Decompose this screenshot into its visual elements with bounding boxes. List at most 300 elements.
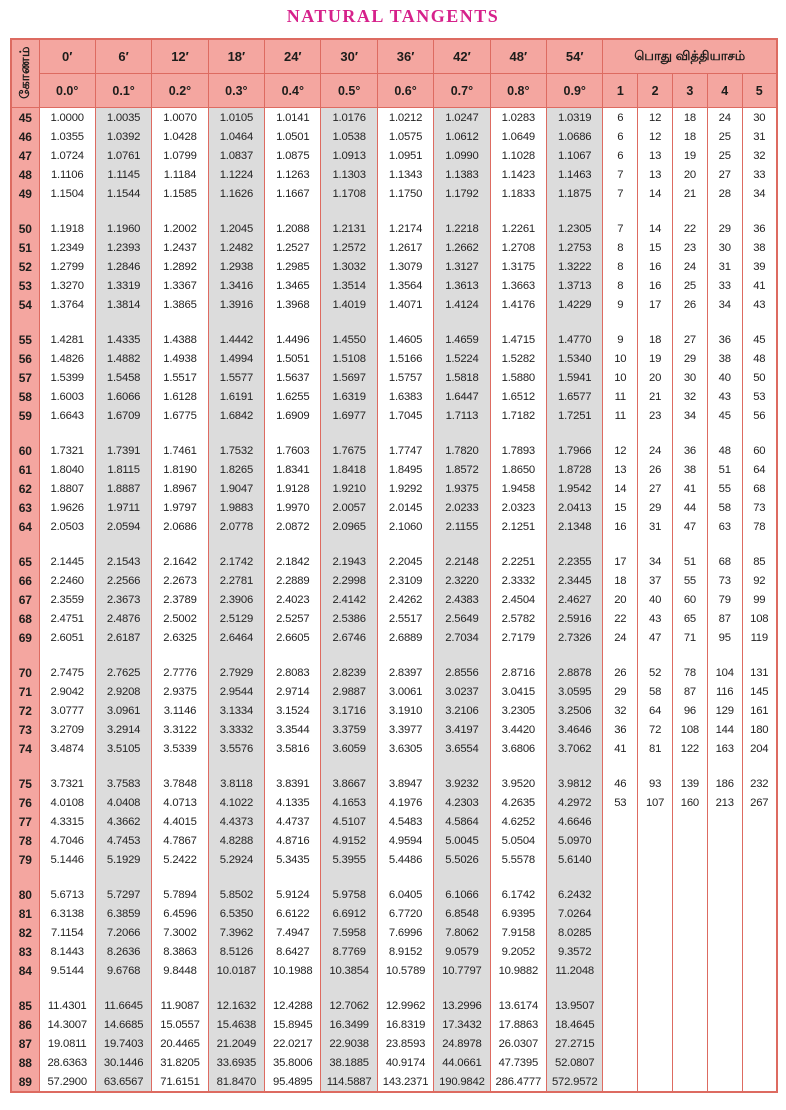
tangent-value-cell: 4.9594 bbox=[377, 831, 433, 850]
tangent-value-cell: 3.8667 bbox=[321, 774, 377, 793]
tangent-value-cell: 10.1988 bbox=[265, 961, 321, 980]
table-header bbox=[11, 39, 777, 108]
tangent-value-cell: 57.2900 bbox=[39, 1072, 95, 1092]
tangent-value-cell: 2.1445 bbox=[39, 552, 95, 571]
table-row bbox=[11, 552, 777, 571]
tangent-value-cell: 5.5578 bbox=[490, 850, 546, 869]
spacer-cell bbox=[490, 980, 546, 996]
spacer-cell bbox=[377, 314, 433, 330]
mean-difference-cell bbox=[603, 961, 638, 980]
mean-difference-cell bbox=[603, 850, 638, 869]
mean-difference-cell: 27 bbox=[707, 165, 742, 184]
mean-difference-cell: 28 bbox=[707, 184, 742, 203]
mean-difference-cell: 52 bbox=[638, 663, 673, 682]
table-row bbox=[11, 701, 777, 720]
spacer-cell bbox=[265, 314, 321, 330]
table-row bbox=[11, 663, 777, 682]
angle-cell: 46 bbox=[11, 127, 39, 146]
tangent-value-cell: 1.7603 bbox=[265, 441, 321, 460]
spacer-cell bbox=[265, 425, 321, 441]
tangent-value-cell: 7.8062 bbox=[434, 923, 490, 942]
tangent-value-cell: 95.4895 bbox=[265, 1072, 321, 1092]
tangent-value-cell: 2.0233 bbox=[434, 498, 490, 517]
tangent-value-cell: 1.3222 bbox=[547, 257, 603, 276]
tangent-value-cell: 3.8947 bbox=[377, 774, 433, 793]
tangent-value-cell: 4.4737 bbox=[265, 812, 321, 831]
tangent-value-cell: 6.3138 bbox=[39, 904, 95, 923]
tangent-value-cell: 1.9210 bbox=[321, 479, 377, 498]
spacer-cell bbox=[603, 203, 638, 219]
mean-difference-cell: 46 bbox=[603, 774, 638, 793]
tangent-value-cell: 8.1443 bbox=[39, 942, 95, 961]
mean-difference-cell: 14 bbox=[638, 219, 673, 238]
tangent-value-cell: 4.6252 bbox=[490, 812, 546, 831]
tangent-value-cell: 6.4596 bbox=[152, 904, 208, 923]
tangent-value-cell: 11.4301 bbox=[39, 996, 95, 1015]
mean-difference-cell: 18 bbox=[673, 127, 708, 146]
spacer-cell bbox=[673, 758, 708, 774]
tangent-value-cell: 16.8319 bbox=[377, 1015, 433, 1034]
angle-cell: 48 bbox=[11, 165, 39, 184]
angle-cell: 54 bbox=[11, 295, 39, 314]
tangent-value-cell: 2.5386 bbox=[321, 609, 377, 628]
tangent-value-cell: 2.8239 bbox=[321, 663, 377, 682]
spacer-cell bbox=[490, 536, 546, 552]
tangent-value-cell: 8.5126 bbox=[208, 942, 264, 961]
spacer-cell bbox=[603, 869, 638, 885]
tangent-value-cell: 2.7776 bbox=[152, 663, 208, 682]
tangent-value-cell: 2.8397 bbox=[377, 663, 433, 682]
table-row bbox=[11, 295, 777, 314]
tangent-value-cell: 1.9292 bbox=[377, 479, 433, 498]
tangent-value-cell: 2.8878 bbox=[547, 663, 603, 682]
tangent-value-cell: 2.4876 bbox=[95, 609, 151, 628]
tangent-value-cell: 1.9128 bbox=[265, 479, 321, 498]
tangent-value-cell: 1.4388 bbox=[152, 330, 208, 349]
mean-difference-cell: 163 bbox=[707, 739, 742, 758]
tangent-value-cell: 11.9087 bbox=[152, 996, 208, 1015]
tangent-value-cell: 1.4176 bbox=[490, 295, 546, 314]
spacer-cell bbox=[11, 758, 39, 774]
mean-difference-cell bbox=[673, 885, 708, 904]
spacer-cell bbox=[39, 869, 95, 885]
diff-column-header: 3 bbox=[673, 74, 708, 108]
tangent-value-cell: 1.0392 bbox=[95, 127, 151, 146]
tangent-value-cell: 1.5224 bbox=[434, 349, 490, 368]
tangent-value-cell: 1.8190 bbox=[152, 460, 208, 479]
tangent-value-cell: 1.8572 bbox=[434, 460, 490, 479]
mean-difference-cell bbox=[638, 885, 673, 904]
degrees-header: 0.7° bbox=[434, 74, 490, 108]
spacer-cell bbox=[11, 647, 39, 663]
mean-difference-cell bbox=[742, 923, 777, 942]
table-row bbox=[11, 165, 777, 184]
mean-difference-cell bbox=[638, 961, 673, 980]
mean-difference-cell: 32 bbox=[742, 146, 777, 165]
mean-difference-cell: 73 bbox=[707, 571, 742, 590]
mean-difference-cell: 34 bbox=[673, 406, 708, 425]
spacer-cell bbox=[95, 536, 151, 552]
degrees-header: 0.3° bbox=[208, 74, 264, 108]
tangent-value-cell: 1.9711 bbox=[95, 498, 151, 517]
table-row bbox=[11, 184, 777, 203]
mean-difference-cell: 36 bbox=[673, 441, 708, 460]
mean-difference-cell: 92 bbox=[742, 571, 777, 590]
tangent-value-cell: 6.0405 bbox=[377, 885, 433, 904]
minutes-header: 0′ bbox=[39, 39, 95, 74]
mean-difference-cell bbox=[707, 1034, 742, 1053]
tangent-value-cell: 2.6187 bbox=[95, 628, 151, 647]
mean-difference-cell: 116 bbox=[707, 682, 742, 701]
tangent-value-cell: 1.9047 bbox=[208, 479, 264, 498]
tangent-value-cell: 1.8650 bbox=[490, 460, 546, 479]
tangent-value-cell: 5.6713 bbox=[39, 885, 95, 904]
spacer-cell bbox=[152, 425, 208, 441]
tangent-value-cell: 1.6577 bbox=[547, 387, 603, 406]
spacer-cell bbox=[377, 980, 433, 996]
spacer-cell bbox=[434, 536, 490, 552]
table-row bbox=[11, 257, 777, 276]
table-row bbox=[11, 1053, 777, 1072]
mean-difference-cell: 78 bbox=[673, 663, 708, 682]
mean-difference-cell: 48 bbox=[707, 441, 742, 460]
tangent-value-cell: 1.6842 bbox=[208, 406, 264, 425]
mean-difference-cell bbox=[638, 942, 673, 961]
mean-difference-cell: 107 bbox=[638, 793, 673, 812]
tangent-value-cell: 2.3220 bbox=[434, 571, 490, 590]
spacer-cell bbox=[742, 536, 777, 552]
tangent-value-cell: 1.3865 bbox=[152, 295, 208, 314]
tangent-value-cell: 1.0464 bbox=[208, 127, 264, 146]
tangent-value-cell: 1.4229 bbox=[547, 295, 603, 314]
tangent-value-cell: 1.8807 bbox=[39, 479, 95, 498]
tangent-value-cell: 1.4715 bbox=[490, 330, 546, 349]
tangent-value-cell: 1.1792 bbox=[434, 184, 490, 203]
mean-difference-cell: 73 bbox=[742, 498, 777, 517]
mean-difference-cell: 93 bbox=[638, 774, 673, 793]
spacer-cell bbox=[742, 647, 777, 663]
spacer-cell bbox=[673, 536, 708, 552]
mean-difference-cell: 24 bbox=[707, 108, 742, 128]
tangent-value-cell: 1.3079 bbox=[377, 257, 433, 276]
tangent-value-cell: 2.5517 bbox=[377, 609, 433, 628]
tangent-value-cell: 2.0145 bbox=[377, 498, 433, 517]
mean-difference-cell: 24 bbox=[673, 257, 708, 276]
tangent-value-cell: 5.5026 bbox=[434, 850, 490, 869]
mean-difference-cell bbox=[603, 1072, 638, 1092]
table-row bbox=[11, 1072, 777, 1092]
mean-difference-cell: 232 bbox=[742, 774, 777, 793]
tangent-value-cell: 1.6066 bbox=[95, 387, 151, 406]
mean-difference-cell bbox=[673, 831, 708, 850]
tangent-value-cell: 40.9174 bbox=[377, 1053, 433, 1072]
tangent-value-cell: 2.2673 bbox=[152, 571, 208, 590]
tangent-value-cell: 2.1842 bbox=[265, 552, 321, 571]
spacer-cell bbox=[742, 758, 777, 774]
tangent-value-cell: 1.1423 bbox=[490, 165, 546, 184]
table-row bbox=[11, 793, 777, 812]
tangent-value-cell: 7.6996 bbox=[377, 923, 433, 942]
mean-difference-cell bbox=[603, 904, 638, 923]
angle-cell: 84 bbox=[11, 961, 39, 980]
angle-cell: 85 bbox=[11, 996, 39, 1015]
mean-difference-cell: 15 bbox=[603, 498, 638, 517]
spacer-cell bbox=[39, 425, 95, 441]
tangent-value-cell: 1.0612 bbox=[434, 127, 490, 146]
tangent-value-cell: 14.6685 bbox=[95, 1015, 151, 1034]
tangent-value-cell: 3.6806 bbox=[490, 739, 546, 758]
mean-difference-cell: 186 bbox=[707, 774, 742, 793]
mean-difference-cell bbox=[742, 1053, 777, 1072]
spacer-cell bbox=[95, 647, 151, 663]
diff-column-header: 2 bbox=[638, 74, 673, 108]
tangent-value-cell: 2.4023 bbox=[265, 590, 321, 609]
tangent-value-cell: 2.0503 bbox=[39, 517, 95, 536]
spacer-cell bbox=[547, 203, 603, 219]
tangent-value-cell: 1.1918 bbox=[39, 219, 95, 238]
tangent-value-cell: 2.1251 bbox=[490, 517, 546, 536]
spacer-cell bbox=[547, 869, 603, 885]
tangent-value-cell: 2.1742 bbox=[208, 552, 264, 571]
spacer-cell bbox=[434, 425, 490, 441]
table-row bbox=[11, 923, 777, 942]
tangent-value-cell: 1.3319 bbox=[95, 276, 151, 295]
tangent-value-cell: 2.8716 bbox=[490, 663, 546, 682]
tangent-value-cell: 6.3859 bbox=[95, 904, 151, 923]
mean-difference-cell bbox=[673, 996, 708, 1015]
tangent-value-cell: 4.5864 bbox=[434, 812, 490, 831]
tangent-value-cell: 3.2506 bbox=[547, 701, 603, 720]
tangent-value-cell: 2.6051 bbox=[39, 628, 95, 647]
mean-difference-cell: 26 bbox=[673, 295, 708, 314]
mean-difference-cell: 51 bbox=[707, 460, 742, 479]
spacer-cell bbox=[208, 869, 264, 885]
spacer-cell bbox=[673, 314, 708, 330]
tangent-value-cell: 1.6512 bbox=[490, 387, 546, 406]
tangent-value-cell: 1.5941 bbox=[547, 368, 603, 387]
tangent-value-cell: 1.2846 bbox=[95, 257, 151, 276]
tangent-value-cell: 3.8118 bbox=[208, 774, 264, 793]
tangent-value-cell: 2.7475 bbox=[39, 663, 95, 682]
spacer-cell bbox=[152, 314, 208, 330]
tangent-value-cell: 1.6128 bbox=[152, 387, 208, 406]
spacer-cell bbox=[377, 203, 433, 219]
minutes-header: 54′ bbox=[547, 39, 603, 74]
mean-difference-cell: 96 bbox=[673, 701, 708, 720]
tangent-value-cell: 1.6447 bbox=[434, 387, 490, 406]
mean-difference-cell bbox=[673, 904, 708, 923]
mean-difference-cell bbox=[638, 904, 673, 923]
spacer-cell bbox=[265, 647, 321, 663]
spacer-cell bbox=[434, 758, 490, 774]
mean-difference-cell bbox=[638, 831, 673, 850]
mean-difference-cell: 104 bbox=[707, 663, 742, 682]
tangent-value-cell: 4.5107 bbox=[321, 812, 377, 831]
tangent-value-cell: 5.8502 bbox=[208, 885, 264, 904]
spacer-cell bbox=[603, 647, 638, 663]
tangent-value-cell: 10.9882 bbox=[490, 961, 546, 980]
tangent-value-cell: 1.6709 bbox=[95, 406, 151, 425]
mean-difference-cell bbox=[638, 850, 673, 869]
table-row bbox=[11, 812, 777, 831]
tangent-value-cell: 1.2131 bbox=[321, 219, 377, 238]
table-body bbox=[11, 108, 777, 1093]
tangent-value-cell: 114.5887 bbox=[321, 1072, 377, 1092]
group-spacer-row bbox=[11, 647, 777, 663]
mean-difference-cell bbox=[638, 923, 673, 942]
tangent-value-cell: 3.6305 bbox=[377, 739, 433, 758]
spacer-cell bbox=[152, 869, 208, 885]
tangent-value-cell: 3.3122 bbox=[152, 720, 208, 739]
tangent-value-cell: 4.8288 bbox=[208, 831, 264, 850]
mean-difference-cell: 108 bbox=[673, 720, 708, 739]
tangent-value-cell: 2.2355 bbox=[547, 552, 603, 571]
tangent-value-cell: 1.8115 bbox=[95, 460, 151, 479]
tangent-value-cell: 5.4486 bbox=[377, 850, 433, 869]
spacer-cell bbox=[673, 647, 708, 663]
mean-difference-cell: 180 bbox=[742, 720, 777, 739]
spacer-cell bbox=[208, 980, 264, 996]
tangent-value-cell: 1.9797 bbox=[152, 498, 208, 517]
tangent-value-cell: 1.4335 bbox=[95, 330, 151, 349]
mean-difference-cell: 16 bbox=[603, 517, 638, 536]
angle-cell: 76 bbox=[11, 793, 39, 812]
tangent-value-cell: 2.3673 bbox=[95, 590, 151, 609]
minutes-header: 6′ bbox=[95, 39, 151, 74]
tangent-value-cell: 1.8495 bbox=[377, 460, 433, 479]
spacer-cell bbox=[490, 869, 546, 885]
mean-difference-cell: 26 bbox=[603, 663, 638, 682]
tangent-value-cell: 1.1585 bbox=[152, 184, 208, 203]
angle-cell: 47 bbox=[11, 146, 39, 165]
tangent-value-cell: 2.1155 bbox=[434, 517, 490, 536]
spacer-cell bbox=[434, 980, 490, 996]
tangent-value-cell: 1.8265 bbox=[208, 460, 264, 479]
mean-difference-cell bbox=[603, 885, 638, 904]
mean-difference-cell bbox=[673, 850, 708, 869]
mean-difference-cell: 12 bbox=[603, 441, 638, 460]
mean-difference-cell bbox=[707, 1015, 742, 1034]
mean-difference-cell: 36 bbox=[603, 720, 638, 739]
mean-difference-cell bbox=[603, 1034, 638, 1053]
tangent-value-cell: 2.5649 bbox=[434, 609, 490, 628]
mean-difference-cell bbox=[603, 831, 638, 850]
spacer-cell bbox=[547, 425, 603, 441]
tangent-value-cell: 1.5637 bbox=[265, 368, 321, 387]
angle-cell: 75 bbox=[11, 774, 39, 793]
spacer-cell bbox=[673, 980, 708, 996]
tangent-value-cell: 1.9458 bbox=[490, 479, 546, 498]
tangent-value-cell: 2.2998 bbox=[321, 571, 377, 590]
tangent-value-cell: 1.0428 bbox=[152, 127, 208, 146]
mean-difference-cell bbox=[603, 923, 638, 942]
spacer-cell bbox=[321, 314, 377, 330]
mean-difference-cell: 160 bbox=[673, 793, 708, 812]
tangent-value-cell: 6.6122 bbox=[265, 904, 321, 923]
tangent-value-cell: 5.2422 bbox=[152, 850, 208, 869]
mean-difference-cell: 131 bbox=[742, 663, 777, 682]
mean-difference-cell: 63 bbox=[707, 517, 742, 536]
tangent-value-cell: 8.3863 bbox=[152, 942, 208, 961]
group-spacer-row bbox=[11, 980, 777, 996]
angle-cell: 53 bbox=[11, 276, 39, 295]
mean-difference-cell bbox=[638, 996, 673, 1015]
tangent-value-cell: 1.4281 bbox=[39, 330, 95, 349]
tangent-value-cell: 6.7720 bbox=[377, 904, 433, 923]
mean-difference-cell: 43 bbox=[742, 295, 777, 314]
mean-difference-cell bbox=[673, 812, 708, 831]
tangent-value-cell: 1.2572 bbox=[321, 238, 377, 257]
tangent-value-cell: 1.7747 bbox=[377, 441, 433, 460]
tangent-value-cell: 1.2393 bbox=[95, 238, 151, 257]
spacer-cell bbox=[434, 314, 490, 330]
angle-cell: 72 bbox=[11, 701, 39, 720]
table-row bbox=[11, 349, 777, 368]
tangent-value-cell: 2.0594 bbox=[95, 517, 151, 536]
spacer-cell bbox=[321, 869, 377, 885]
spacer-cell bbox=[707, 314, 742, 330]
table-row bbox=[11, 238, 777, 257]
tangent-value-cell: 2.2781 bbox=[208, 571, 264, 590]
tangent-value-cell: 1.3514 bbox=[321, 276, 377, 295]
table-row bbox=[11, 942, 777, 961]
mean-difference-cell: 21 bbox=[638, 387, 673, 406]
group-spacer-row bbox=[11, 203, 777, 219]
mean-difference-cell: 25 bbox=[673, 276, 708, 295]
mean-difference-cell bbox=[673, 1053, 708, 1072]
tangent-value-cell: 4.6646 bbox=[547, 812, 603, 831]
header-row-minutes bbox=[11, 39, 777, 74]
mean-difference-cell: 34 bbox=[742, 184, 777, 203]
tangent-value-cell: 1.8418 bbox=[321, 460, 377, 479]
mean-difference-cell: 87 bbox=[707, 609, 742, 628]
mean-difference-cell: 7 bbox=[603, 165, 638, 184]
spacer-cell bbox=[152, 647, 208, 663]
tangent-value-cell: 1.5282 bbox=[490, 349, 546, 368]
tangent-value-cell: 15.0557 bbox=[152, 1015, 208, 1034]
tangent-value-cell: 2.5782 bbox=[490, 609, 546, 628]
mean-difference-cell: 129 bbox=[707, 701, 742, 720]
mean-difference-cell bbox=[603, 1053, 638, 1072]
spacer-cell bbox=[152, 203, 208, 219]
mean-difference-cell: 16 bbox=[638, 257, 673, 276]
tangent-value-cell: 3.5339 bbox=[152, 739, 208, 758]
tangent-value-cell: 2.2251 bbox=[490, 552, 546, 571]
tangent-value-cell: 8.2636 bbox=[95, 942, 151, 961]
tangent-value-cell: 21.2049 bbox=[208, 1034, 264, 1053]
mean-difference-cell bbox=[742, 812, 777, 831]
mean-difference-cell: 145 bbox=[742, 682, 777, 701]
tangent-value-cell: 3.5105 bbox=[95, 739, 151, 758]
mean-difference-cell: 20 bbox=[638, 368, 673, 387]
tangent-value-cell: 1.5697 bbox=[321, 368, 377, 387]
angle-cell: 66 bbox=[11, 571, 39, 590]
mean-difference-cell: 20 bbox=[673, 165, 708, 184]
mean-difference-cell: 13 bbox=[638, 146, 673, 165]
angle-cell: 68 bbox=[11, 609, 39, 628]
tangent-value-cell: 81.8470 bbox=[208, 1072, 264, 1092]
table-row bbox=[11, 368, 777, 387]
mean-difference-cell: 213 bbox=[707, 793, 742, 812]
spacer-cell bbox=[707, 425, 742, 441]
tangent-value-cell: 30.1446 bbox=[95, 1053, 151, 1072]
mean-difference-cell bbox=[673, 1034, 708, 1053]
tangent-value-cell: 3.6059 bbox=[321, 739, 377, 758]
tangent-value-cell: 71.6151 bbox=[152, 1072, 208, 1092]
mean-difference-cell: 31 bbox=[742, 127, 777, 146]
tangent-value-cell: 1.4071 bbox=[377, 295, 433, 314]
tangent-value-cell: 5.7894 bbox=[152, 885, 208, 904]
